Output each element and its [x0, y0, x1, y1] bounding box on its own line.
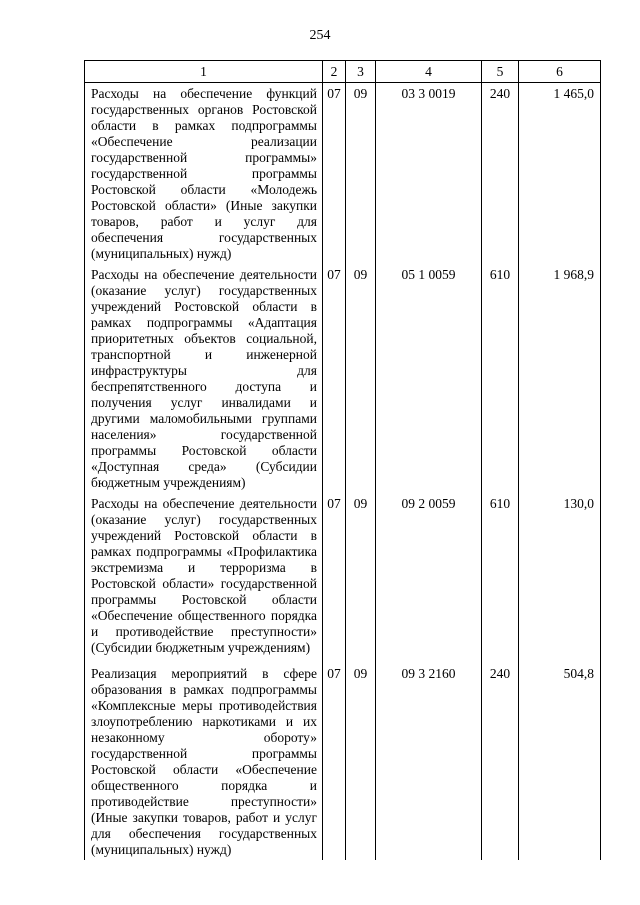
row-target-article: 03 3 0019: [376, 83, 482, 265]
row-section: 07: [323, 264, 346, 493]
row-target-article: 09 3 2160: [376, 663, 482, 860]
row-amount: 1 465,0: [519, 83, 601, 265]
row-section: 07: [323, 663, 346, 860]
row-target-article: 05 1 0059: [376, 264, 482, 493]
column-header-target-article: 4: [376, 61, 482, 83]
row-target-article: 09 2 0059: [376, 493, 482, 663]
row-section: 07: [323, 493, 346, 663]
row-subsection: 09: [346, 83, 376, 265]
row-amount: 1 968,9: [519, 264, 601, 493]
row-amount: 504,8: [519, 663, 601, 860]
page-number: 254: [309, 28, 331, 43]
row-description: Расходы на обеспечение деятельности (оказание услуг) государственных учреждений Ростовской области в рамках подпрограммы «Профилактика экстремизма и терроризма в Ростовской области» государственной программы Ростовской области «Обеспечение общественного порядка и противодействие преступности» (Субсидии бюджетным учреждениям): [85, 493, 323, 663]
row-expense-type: 610: [482, 493, 519, 663]
table-row: [85, 83, 601, 265]
table-row: [85, 264, 601, 493]
row-description: Реализация мероприятий в сфере образования в рамках подпрограммы «Комплексные меры противодействия злоупотреблению наркотиками и их незаконному обороту» государственной программы Ростовской области «Обеспечение общественного порядка и противодействие преступности» (Иные закупки товаров, работ и услуг для обеспечения государственных (муниципальных) нужд): [85, 663, 323, 860]
column-header-expense-type: 5: [482, 61, 519, 83]
table-row: [85, 493, 601, 663]
column-header-subsection: 3: [346, 61, 376, 83]
row-description: Расходы на обеспечение деятельности (оказание услуг) государственных учреждений Ростовской области в рамках подпрограммы «Адаптация приоритетных объектов социальной, транспортной и инженерной инфраструктуры для беспрепятственного доступа и получения услуг инвалидами и другими маломобильными группами населения» государственной программы Ростовской области «Доступная среда» (Субсидии бюджетным учреждениям): [85, 264, 323, 493]
row-subsection: 09: [346, 493, 376, 663]
column-header-description: 1: [85, 61, 323, 83]
table-header-row: [85, 61, 601, 83]
row-section: 07: [323, 83, 346, 265]
row-description: Расходы на обеспечение функций государственных органов Ростовской области в рамках подпрограммы «Обеспечение реализации государственной программы» государственной программы Ростовской области «Молодежь Ростовской области» (Иные закупки товаров, работ и услуг для обеспечения государственных (муниципальных) нужд): [85, 83, 323, 265]
column-header-amount: 6: [519, 61, 601, 83]
budget-expenditure-table: [84, 60, 601, 860]
row-subsection: 09: [346, 663, 376, 860]
row-amount: 130,0: [519, 493, 601, 663]
row-expense-type: 610: [482, 264, 519, 493]
column-header-section: 2: [323, 61, 346, 83]
row-expense-type: 240: [482, 663, 519, 860]
row-expense-type: 240: [482, 83, 519, 265]
table-row: [85, 663, 601, 860]
row-subsection: 09: [346, 264, 376, 493]
